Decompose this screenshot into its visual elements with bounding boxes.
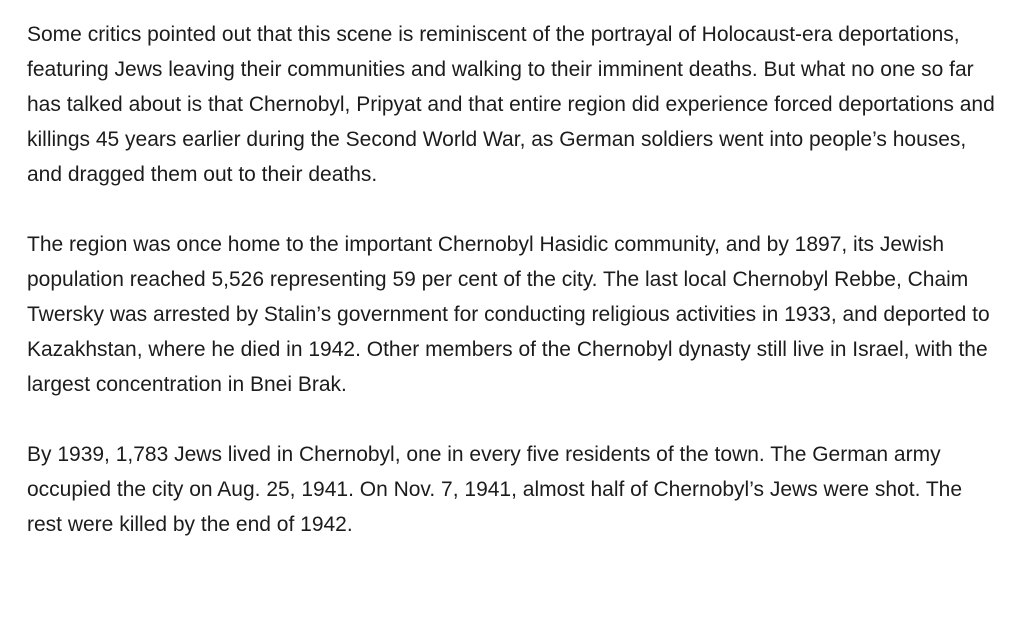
paragraph-wartime-killings: By 1939, 1,783 Jews lived in Chernobyl, one in every five residents of the town. The German army occupied the city on Aug. 25, 1941. On Nov. 7, 1941, almost half of Chernobyl’s Jews were shot. The rest were killed by the end of 1942. (27, 443, 963, 536)
paragraph-deportations: Some critics pointed out that this scene is reminiscent of the portrayal of Holocaust-era deportations, featuring Jews leaving their communities and walking to their imminent deaths. But what no one so far has talked about is that Chernobyl, Pripyat and that entire region did experience forced deportations and killings 45 years earlier during the Second World War, as German soldiers went into people’s houses, and dragged them out to their deaths. (27, 23, 995, 186)
paragraph-hasidic-community: The region was once home to the important Chernobyl Hasidic community, and by 1897, its Jewish population reached 5,526 representing 59 per cent of the city. The last local Chernobyl Rebbe, Chaim Twersky was arrested by Stalin’s government for conducting religious activities in 1933, and deported to Kazakhstan, where he died in 1942. Other members of the Chernobyl dynasty still live in Israel, with the largest concentration in Bnei Brak. (27, 233, 990, 396)
